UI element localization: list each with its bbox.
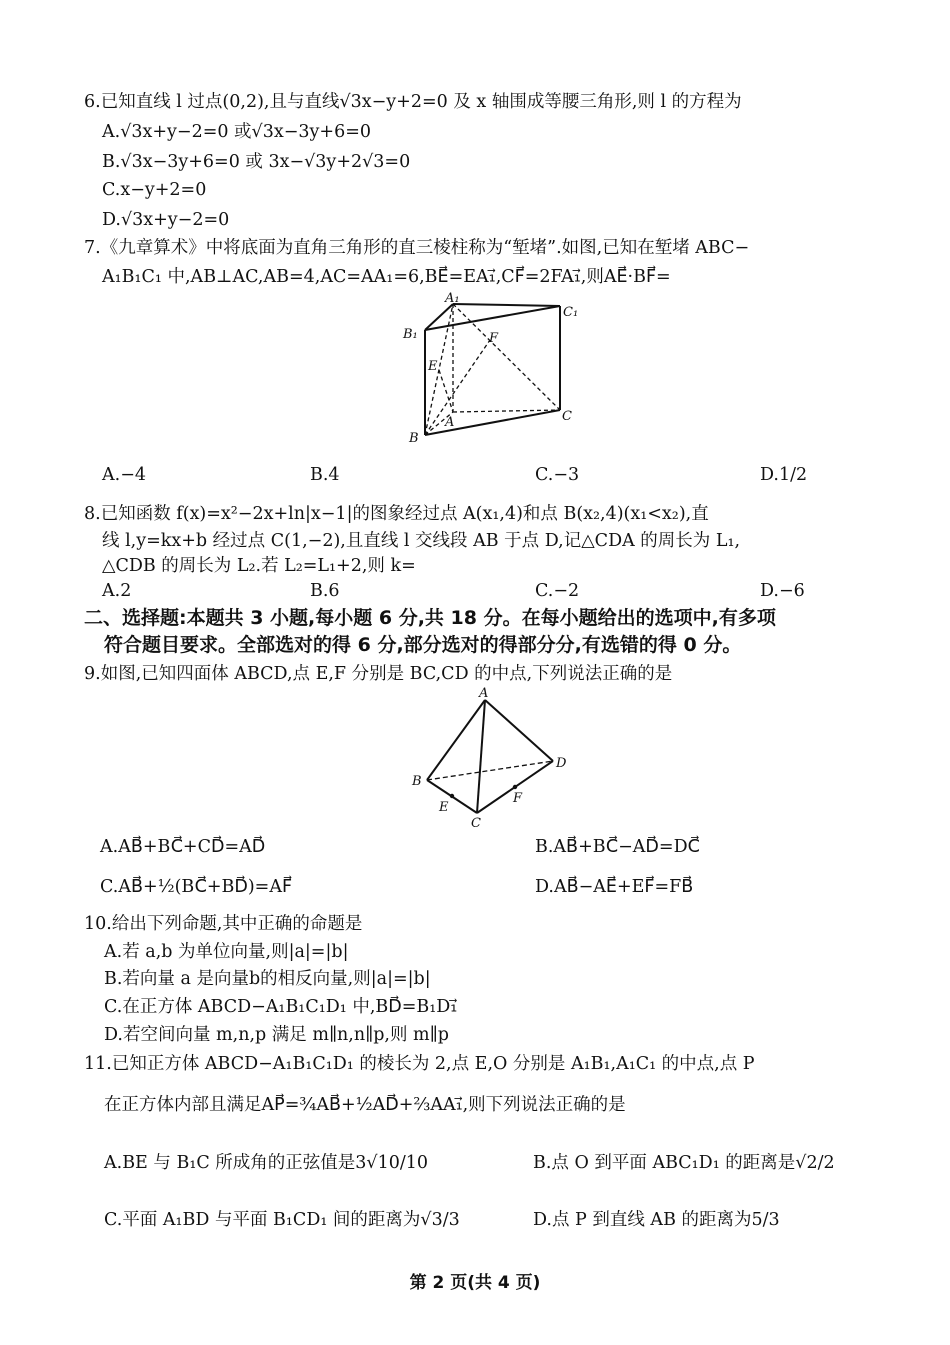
tetrahedron-figure bbox=[405, 685, 580, 830]
label-a: A bbox=[479, 686, 489, 701]
q10-stem: 10.给出下列命题,其中正确的命题是 bbox=[84, 914, 363, 934]
q7-option-c: C.−3 bbox=[535, 465, 580, 485]
q10-option-d: D.若空间向量 m,n,p 满足 m∥n,n∥p,则 m∥p bbox=[104, 1025, 449, 1045]
section2-heading-line1: 二、选择题:本题共 3 小题,每小题 6 分,共 18 分。在每小题给出的选项中,有多项 bbox=[84, 607, 776, 629]
label-e: E bbox=[439, 800, 449, 815]
q9-option-d: D.AB⃗−AE⃗+EF⃗=FB⃗ bbox=[535, 877, 694, 897]
q11-option-a: A.BE 与 B₁C 所成角的正弦值是3√10/10 bbox=[104, 1153, 429, 1173]
label-b1: B₁ bbox=[403, 327, 418, 342]
q8-stem-line2: 线 l,y=kx+b 经过点 C(1,−2),且直线 l 交线段 AB 于点 D,记△CDA 的周长为 L₁, bbox=[102, 531, 741, 551]
q6-stem: 6.已知直线 l 过点(0,2),且与直线√3x−y+2=0 及 x 轴围成等腰三角形,则 l 的方程为 bbox=[84, 92, 742, 112]
label-a: A bbox=[445, 415, 455, 430]
q8-option-b: B.6 bbox=[310, 581, 340, 601]
label-f: F bbox=[489, 331, 499, 346]
q7-option-b: B.4 bbox=[310, 465, 340, 485]
q7-stem-line1: 7.《九章算术》中将底面为直角三角形的直三棱柱称为“堑堵”.如图,已知在堑堵 ABC− bbox=[84, 238, 750, 258]
q11-stem-line2: 在正方体内部且满足AP⃗=¾AB⃗+½AD⃗+⅔AA₁⃗,则下列说法正确的是 bbox=[104, 1095, 626, 1115]
q8-option-a: A.2 bbox=[102, 581, 132, 601]
q6-option-d: D.√3x+y−2=0 bbox=[102, 210, 230, 230]
label-b: B bbox=[412, 774, 422, 789]
label-d: D bbox=[556, 756, 567, 771]
page-number-footer: 第 2 页(共 4 页) bbox=[409, 1273, 541, 1293]
q6-option-c: C.x−y+2=0 bbox=[102, 180, 207, 200]
label-f: F bbox=[513, 791, 523, 806]
q8-stem-line1: 8.已知函数 f(x)=x²−2x+ln|x−1|的图象经过点 A(x₁,4)和点 B(x₂,4)(x₁<x₂),直 bbox=[84, 504, 709, 524]
q9-stem: 9.如图,已知四面体 ABCD,点 E,F 分别是 BC,CD 的中点,下列说法正确的是 bbox=[84, 664, 673, 684]
q10-option-a: A.若 a,b 为单位向量,则|a|=|b| bbox=[104, 942, 349, 962]
q11-option-c: C.平面 A₁BD 与平面 B₁CD₁ 间的距离为√3/3 bbox=[104, 1210, 460, 1230]
q11-option-b: B.点 O 到平面 ABC₁D₁ 的距离是√2/2 bbox=[533, 1153, 835, 1173]
label-c: C bbox=[471, 816, 481, 830]
q8-stem-line3: △CDB 的周长为 L₂.若 L₂=L₁+2,则 k= bbox=[102, 556, 416, 576]
prism-figure bbox=[395, 290, 585, 450]
label-a1: A₁ bbox=[445, 291, 460, 306]
q10-option-c: C.在正方体 ABCD−A₁B₁C₁D₁ 中,BD⃗=B₁D₁⃗ bbox=[104, 997, 458, 1017]
q10-option-b: B.若向量 a 是向量b的相反向量,则|a|=|b| bbox=[104, 969, 431, 989]
q6-option-b: B.√3x−3y+6=0 或 3x−√3y+2√3=0 bbox=[102, 152, 411, 172]
label-b: B bbox=[409, 431, 419, 446]
q9-option-c: C.AB⃗+½(BC⃗+BD⃗)=AF⃗ bbox=[100, 877, 293, 897]
q7-option-d: D.1/2 bbox=[760, 465, 808, 485]
q9-option-a: A.AB⃗+BC⃗+CD⃗=AD⃗ bbox=[100, 837, 266, 857]
q6-option-a: A.√3x+y−2=0 或√3x−3y+6=0 bbox=[102, 122, 371, 142]
q8-option-d: D.−6 bbox=[760, 581, 805, 601]
section2-heading-line2: 符合题目要求。全部选对的得 6 分,部分选对的得部分分,有选错的得 0 分。 bbox=[104, 634, 742, 656]
q11-stem-line1: 11.已知正方体 ABCD−A₁B₁C₁D₁ 的棱长为 2,点 E,O 分别是 A₁B₁,A₁C₁ 的中点,点 P bbox=[84, 1054, 755, 1074]
q11-option-d: D.点 P 到直线 AB 的距离为5/3 bbox=[533, 1210, 780, 1230]
q9-option-b: B.AB⃗+BC⃗−AD⃗=DC⃗ bbox=[535, 837, 700, 857]
label-c1: C₁ bbox=[563, 305, 579, 320]
label-c: C bbox=[562, 409, 572, 424]
q7-stem-line2: A₁B₁C₁ 中,AB⊥AC,AB=4,AC=AA₁=6,BE⃗=EA₁⃗,CF⃗=2FA₁⃗,则AE⃗·BF⃗= bbox=[102, 267, 671, 287]
label-e: E bbox=[428, 359, 438, 374]
q8-option-c: C.−2 bbox=[535, 581, 580, 601]
q7-option-a: A.−4 bbox=[102, 465, 146, 485]
